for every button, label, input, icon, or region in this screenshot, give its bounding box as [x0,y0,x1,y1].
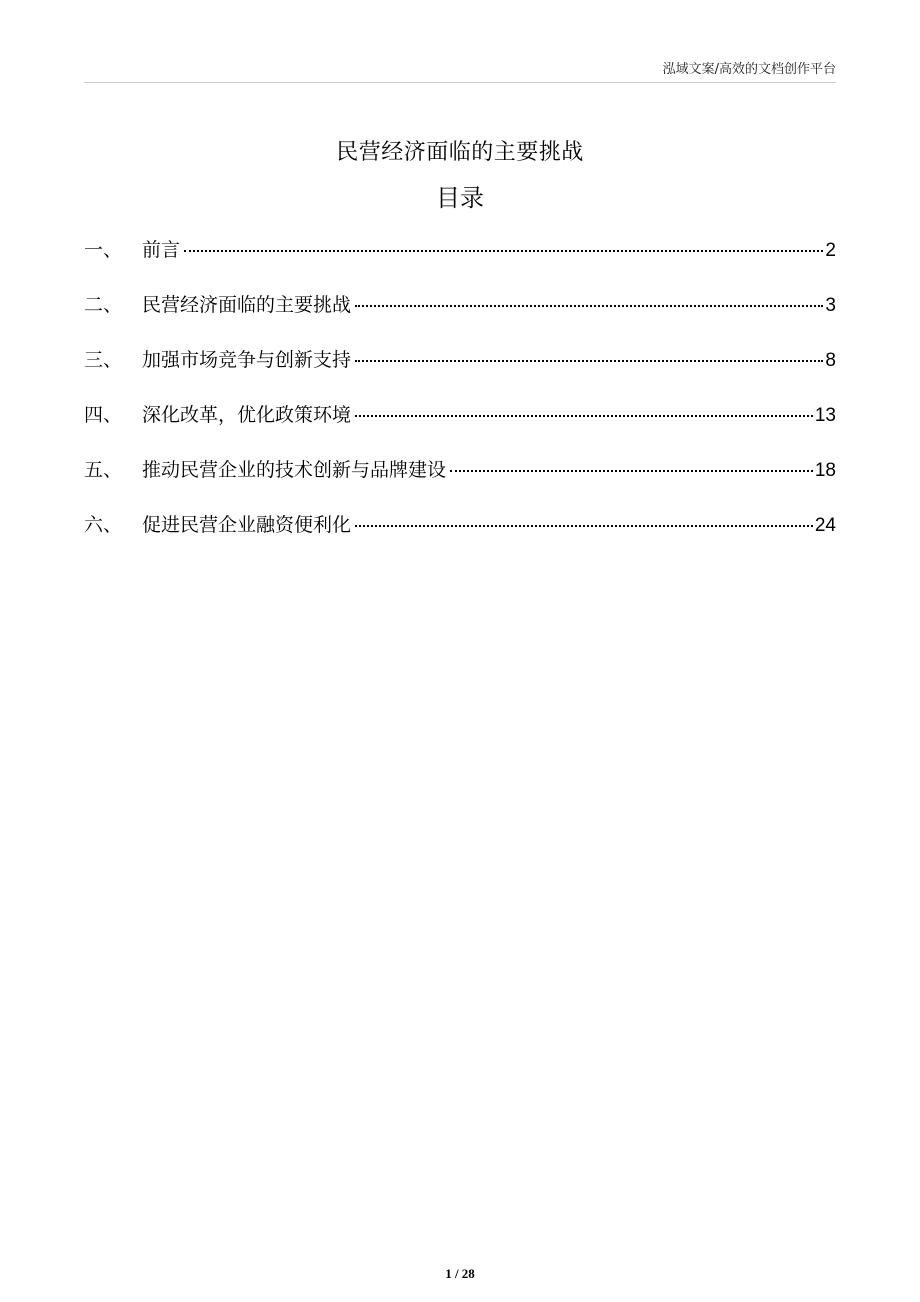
toc-entry-page: 3 [825,295,836,316]
toc-entry-4[interactable] [84,400,836,455]
toc-entry-title: 促进民营企业融资便利化 [142,514,352,536]
toc-entry-2[interactable] [84,290,836,345]
toc-entry-title: 深化改革，优化政策环境 [142,404,352,426]
toc-dot-leader [355,415,813,417]
toc-entry-number: 四、 [84,404,123,426]
toc-entry-number: 六、 [84,514,123,536]
toc-entry-3[interactable] [84,345,836,400]
toc-heading: 目录 [436,184,484,212]
toc-entry-title: 加强市场竞争与创新支持 [142,349,352,371]
toc-entry-page: 24 [814,515,836,536]
toc-entry-number: 三、 [84,349,123,371]
document-title: 民营经济面临的主要挑战 [336,139,584,165]
toc-entry-page: 2 [825,240,836,261]
toc-entry-title: 民营经济面临的主要挑战 [142,294,352,316]
toc-dot-leader [355,360,823,362]
toc-entry-title: 前言 [142,239,181,261]
toc-entry-number: 二、 [84,294,123,316]
toc-entry-page: 18 [814,460,836,481]
toc-entry-title: 推动民营企业的技术创新与品牌建设 [142,459,447,481]
toc-entry-1[interactable] [84,235,836,290]
toc-entry-6[interactable] [84,510,836,565]
table-of-contents [84,235,836,565]
toc-entry-page: 13 [814,405,836,426]
page-number-indicator: 1 / 28 [445,1266,475,1281]
toc-entry-number: 一、 [84,239,123,261]
toc-entry-5[interactable] [84,455,836,510]
toc-entry-number: 五、 [84,459,123,481]
header-divider [84,82,836,83]
toc-dot-leader [355,305,823,307]
toc-dot-leader [450,470,813,472]
toc-dot-leader [355,525,813,527]
header-brand-text: 泓域文案/高效的文档创作平台 [662,62,836,77]
toc-entry-page: 8 [825,350,836,371]
toc-dot-leader [184,250,823,252]
